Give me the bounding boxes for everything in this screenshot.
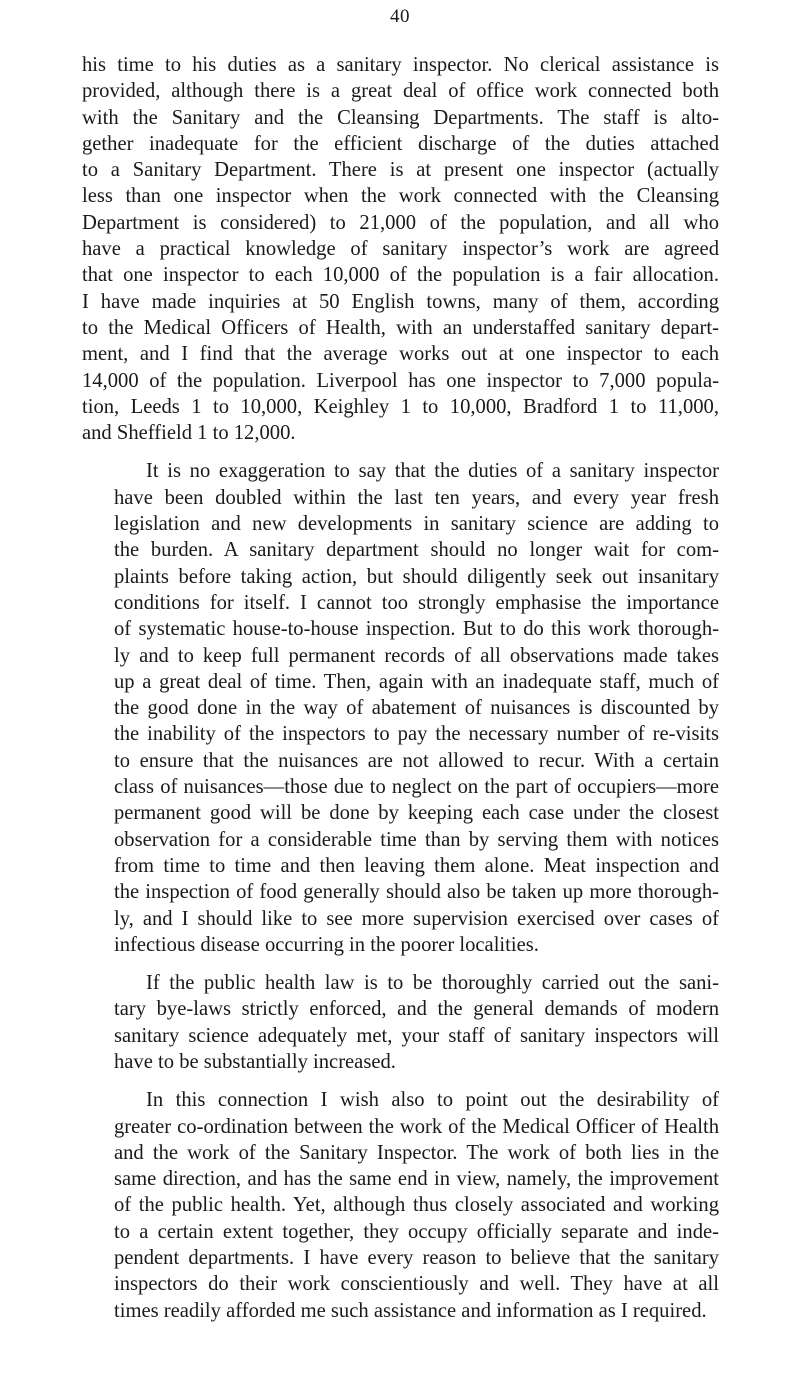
text-line: If the public health law is to be thoroughly carried out the sani- xyxy=(146,972,719,995)
text-line: conditions for itself. I cannot too strongly emphasise the importance xyxy=(114,591,719,614)
text-line: gether inadequate for the efficient discharge of the duties attached xyxy=(82,132,719,155)
text-line: up a great deal of time. Then, again with an inadequate staff, much of xyxy=(114,670,719,693)
text-line: the inspection of food generally should also be taken up more thorough- xyxy=(114,881,719,904)
text-line: sanitary science adequately met, your staff of sanitary inspectors will xyxy=(114,1024,719,1047)
paragraph-1 xyxy=(82,52,719,446)
text-line: ly, and I should like to see more supervision exercised over cases of xyxy=(114,907,719,930)
text-line: permanent good will be done by keeping each case under the closest xyxy=(114,802,719,825)
text-line: plaints before taking action, but should diligently seek out insanitary xyxy=(114,565,719,588)
text-line: 14,000 of the population. Liverpool has one inspector to 7,000 popula- xyxy=(82,369,719,392)
text-line: times readily afforded me such assistance and information as I required. xyxy=(114,1299,707,1322)
text-line: have to be substantially increased. xyxy=(114,1050,396,1073)
text-line: his time to his duties as a sanitary inspector. No clerical assistance is xyxy=(82,54,719,76)
text-line: same direction, and has the same end in view, namely, the improvement xyxy=(114,1168,719,1191)
text-line: the burden. A sanitary department should no longer wait for com- xyxy=(114,539,719,562)
text-line: have been doubled within the last ten years, and every year fresh xyxy=(114,486,719,509)
text-line: and Sheffield 1 to 12,000. xyxy=(82,422,296,445)
text-line: less than one inspector when the work connected with the Cleansing xyxy=(82,185,719,208)
text-line: the good done in the way of abatement of nuisances is discounted by xyxy=(114,697,719,720)
text-line: and the work of the Sanitary Inspector. The work of both lies in the xyxy=(114,1141,719,1164)
text-line: observation for a considerable time than by serving them with notices xyxy=(114,828,719,851)
text-line: provided, although there is a great deal of office work connected both xyxy=(82,80,719,103)
text-line: inspectors do their work conscientiously and well. They have at all xyxy=(114,1273,719,1296)
text-line: from time to time and then leaving them alone. Meat inspection and xyxy=(114,854,719,877)
text-line: that one inspector to each 10,000 of the population is a fair allocation. xyxy=(82,264,719,287)
text-line: to a Sanitary Department. There is at present one inspector (actually xyxy=(82,159,719,182)
text-line: to the Medical Officers of Health, with an understaffed sanitary depart- xyxy=(82,316,719,339)
page-number: 40 xyxy=(390,6,410,27)
paragraph-4 xyxy=(82,1087,719,1324)
text-line: pendent departments. I have every reason to believe that the sanitary xyxy=(114,1247,719,1270)
text-line: of systematic house-to-house inspection. But to do this work thorough- xyxy=(114,618,719,641)
text-line: to ensure that the nuisances are not allowed to recur. With a certain xyxy=(114,749,719,772)
text-line: infectious disease occurring in the poorer localities. xyxy=(114,933,539,956)
text-line: have a practical knowledge of sanitary inspector’s work are agreed xyxy=(82,238,719,261)
text-line: In this connection I wish also to point out the desirability of xyxy=(146,1089,719,1112)
body-text xyxy=(82,52,719,1324)
text-line: with the Sanitary and the Cleansing Departments. The staff is alto- xyxy=(82,106,719,129)
text-line: to a certain extent together, they occupy officially separate and inde- xyxy=(114,1220,719,1243)
paragraph-2 xyxy=(82,458,719,958)
text-line: tion, Leeds 1 to 10,000, Keighley 1 to 10,000, Bradford 1 to 11,000, xyxy=(82,395,719,418)
text-line: tary bye-laws strictly enforced, and the general demands of modern xyxy=(114,998,719,1021)
text-line: of the public health. Yet, although thus closely associated and working xyxy=(114,1194,719,1217)
text-line: the inability of the inspectors to pay the necessary number of re-visits xyxy=(114,723,719,746)
text-line: I have made inquiries at 50 English towns, many of them, according xyxy=(82,290,719,313)
text-line: Department is considered) to 21,000 of the population, and all who xyxy=(82,211,719,234)
text-line: ment, and I find that the average works out at one inspector to each xyxy=(82,343,719,366)
text-line: ly and to keep full permanent records of all observations made takes xyxy=(114,644,719,667)
text-line: greater co-ordination between the work of the Medical Officer of Health xyxy=(114,1115,719,1138)
text-line: It is no exaggeration to say that the duties of a sanitary inspector xyxy=(146,460,719,483)
paragraph-3 xyxy=(82,970,719,1075)
text-line: legislation and new developments in sanitary science are adding to xyxy=(114,513,719,536)
text-line: class of nuisances—those due to neglect on the part of occupiers—more xyxy=(114,776,719,799)
